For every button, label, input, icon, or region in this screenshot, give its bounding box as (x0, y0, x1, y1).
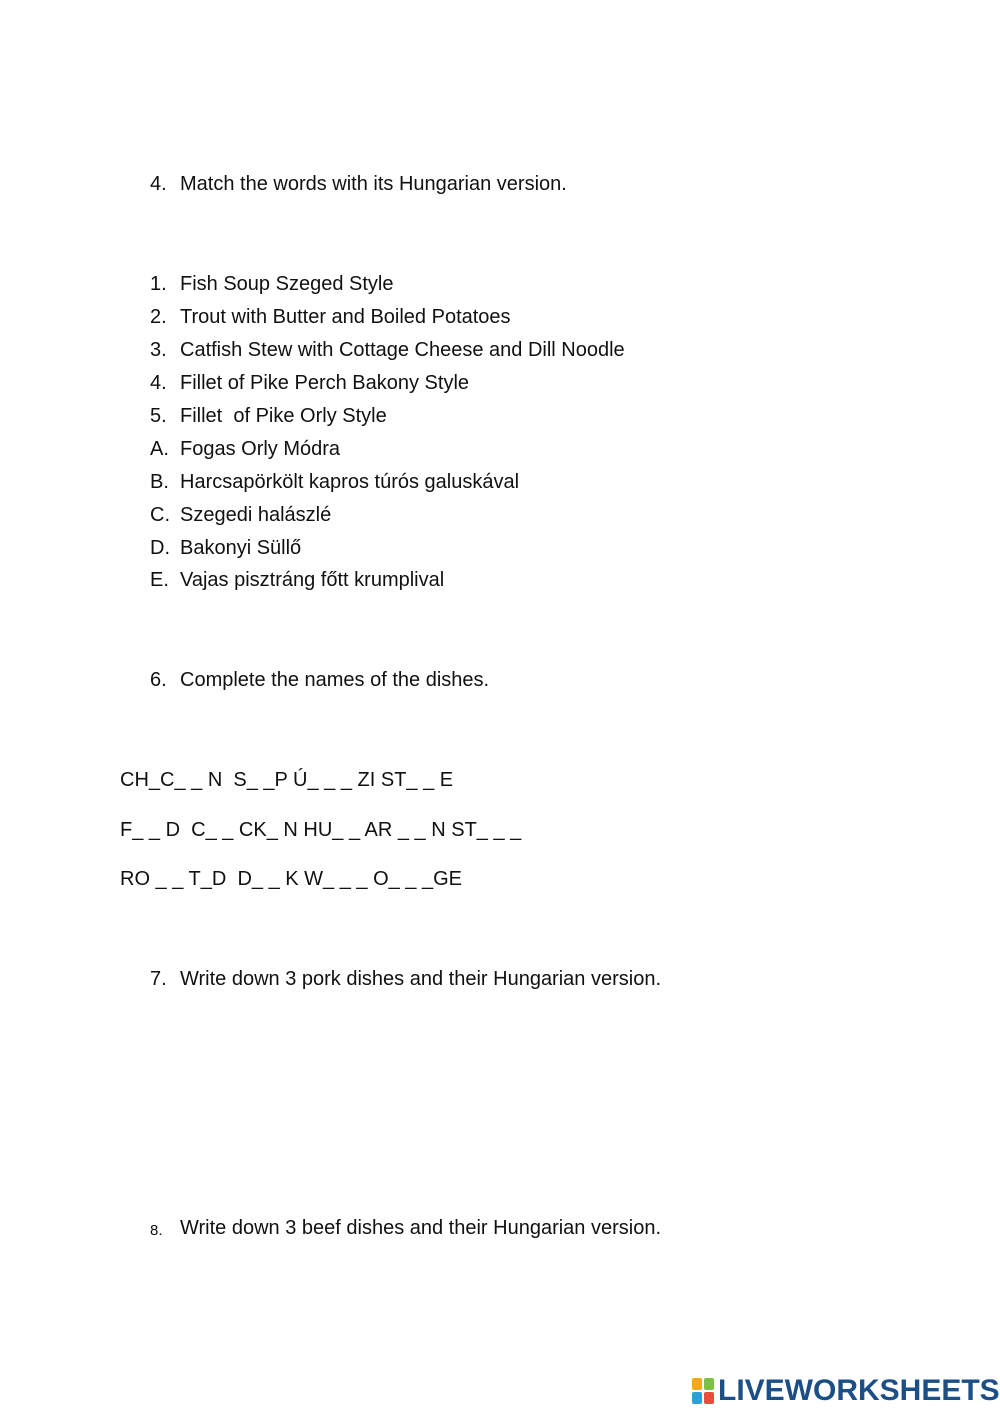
match-item-text: Bakonyi Süllő (180, 537, 302, 559)
match-item-label: E. (150, 569, 169, 591)
liveworksheets-brand (692, 1374, 1000, 1408)
match-item-text: Fillet of Pike Orly Style (180, 405, 387, 427)
match-item-label: 4. (150, 372, 167, 394)
match-item-label: B. (150, 471, 169, 493)
dish-name-puzzle: F_ _ D C_ _ CK_ N HU_ _ AR _ _ N ST_ _ _ (120, 819, 522, 841)
match-item-label: 3. (150, 339, 167, 361)
match-item-text: Fish Soup Szeged Style (180, 273, 394, 295)
match-item-label: C. (150, 504, 170, 526)
liveworksheets-logo-icon (692, 1378, 714, 1404)
dish-name-puzzle: CH_C_ _ N S_ _P Ú_ _ _ ZI ST_ _ E (120, 769, 454, 791)
section-8-title: Write down 3 beef dishes and their Hungarian version. (180, 1217, 662, 1239)
match-item-text: Harcsapörkölt kapros túrós galuskával (180, 471, 520, 493)
section-8-number: 8. (150, 1222, 163, 1239)
match-item-label: 1. (150, 273, 167, 295)
match-item-text: Vajas pisztráng főtt krumplival (180, 569, 445, 591)
match-item-text: Catfish Stew with Cottage Cheese and Dill Noodle (180, 339, 625, 361)
match-item-label: 5. (150, 405, 167, 427)
brand-name: LIVEWORKSHEETS (718, 1374, 1000, 1407)
match-item-label: A. (150, 438, 169, 460)
match-item-text: Fillet of Pike Perch Bakony Style (180, 372, 470, 394)
match-item-text: Trout with Butter and Boiled Potatoes (180, 306, 511, 328)
match-item-label: D. (150, 537, 170, 559)
logo-square (692, 1378, 702, 1390)
section-6-number: 6. (150, 669, 167, 691)
section-7-number: 7. (150, 968, 167, 990)
match-item-text: Szegedi halászlé (180, 504, 332, 526)
logo-square (704, 1378, 714, 1390)
section-6-title: Complete the names of the dishes. (180, 669, 490, 691)
logo-square (692, 1392, 702, 1404)
match-item-label: 2. (150, 306, 167, 328)
section-4-title: Match the words with its Hungarian version. (180, 173, 567, 195)
dish-name-puzzle: RO _ _ T_D D_ _ K W_ _ _ O_ _ _GE (120, 868, 463, 890)
match-item-text: Fogas Orly Módra (180, 438, 341, 460)
section-4-number: 4. (150, 173, 167, 195)
logo-square (704, 1392, 714, 1404)
section-7-title: Write down 3 pork dishes and their Hungarian version. (180, 968, 661, 990)
